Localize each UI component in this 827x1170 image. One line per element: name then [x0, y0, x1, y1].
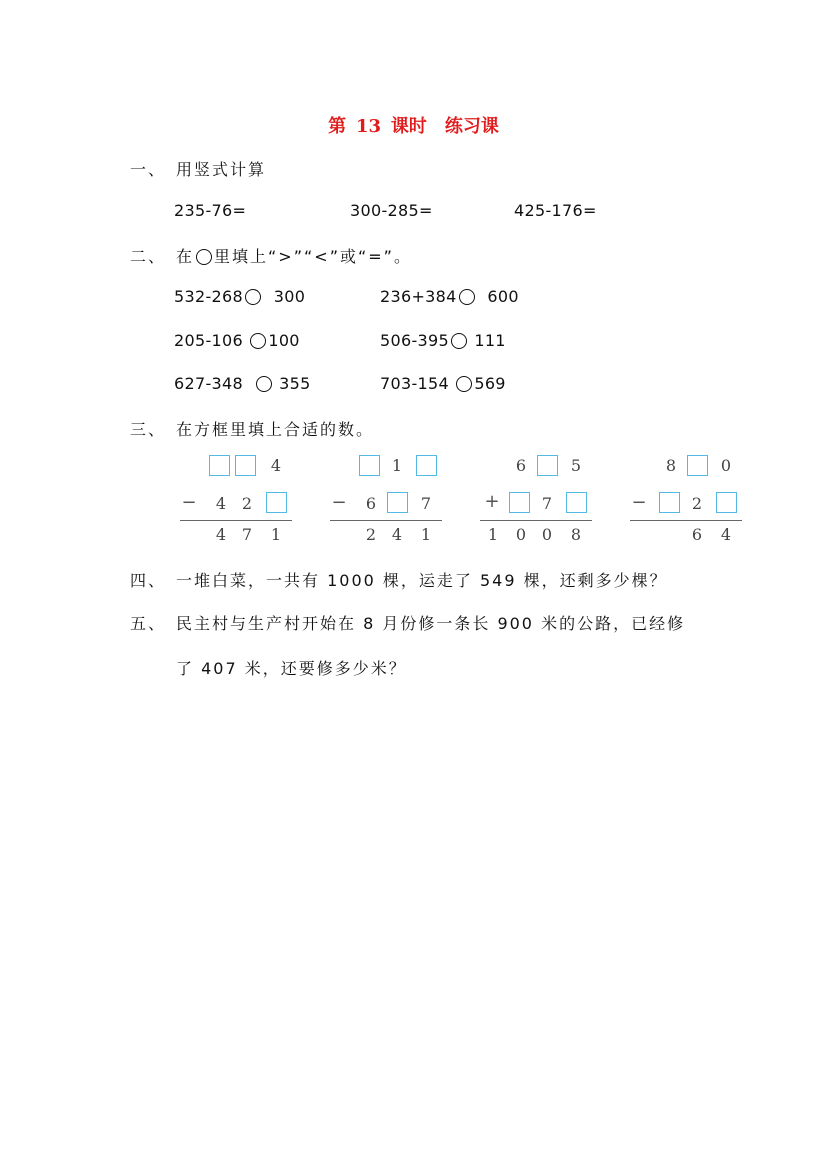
answer-circle[interactable]: [256, 376, 272, 392]
digit: 7: [420, 494, 432, 513]
sum-line: [630, 520, 742, 521]
compare-value: 600: [487, 287, 519, 306]
blank-box[interactable]: [716, 492, 737, 513]
operator: −: [631, 492, 647, 513]
compare-expr: 236+384: [380, 287, 457, 306]
calc-problem-2: 300-285=: [350, 201, 433, 220]
section-3-instruction: 在方框里填上合适的数。: [176, 420, 375, 439]
digit: 0: [541, 525, 553, 544]
section-1-instruction: 用竖式计算: [176, 160, 267, 179]
section-1-number: 一、: [130, 160, 167, 179]
digit: 0: [515, 525, 527, 544]
digit: 6: [515, 456, 527, 475]
compare-row-3-right: [380, 374, 506, 393]
compare-value: 300: [273, 287, 306, 306]
answer-circle[interactable]: [451, 333, 467, 349]
digit: 1: [270, 525, 282, 544]
digit: 8: [570, 525, 582, 544]
sum-line: [480, 520, 592, 521]
section-2-instruction: [176, 244, 412, 267]
vertical-problem-1: [172, 453, 292, 543]
digit: 5: [570, 456, 582, 475]
section-2-post: 里填上“>”“<”或“=”。: [214, 247, 412, 266]
digit: 2: [241, 494, 253, 513]
word-problem-2-line-1: 民主村与生产村开始在 8 月份修一条长 900 米的公路，已经修: [176, 614, 686, 633]
digit: 0: [720, 456, 732, 475]
section-4-number: 四、: [130, 571, 167, 590]
digit: 2: [365, 525, 377, 544]
digit: 7: [541, 494, 553, 513]
calc-problem-1: 235-76=: [174, 201, 247, 220]
blank-box[interactable]: [359, 455, 380, 476]
digit: 1: [420, 525, 432, 544]
digit: 6: [365, 494, 377, 513]
lesson-title: 第 13 课时 练习课: [328, 116, 499, 137]
digit: 1: [391, 456, 403, 475]
blank-box[interactable]: [266, 492, 287, 513]
answer-circle[interactable]: [245, 289, 261, 305]
operator: −: [331, 492, 347, 513]
digit: 4: [720, 525, 732, 544]
word-problem-2-line-2: 了 407 米，还要修多少米？: [176, 659, 407, 678]
vertical-problem-4: [622, 453, 742, 543]
blank-box[interactable]: [416, 455, 437, 476]
compare-row-2-left: [174, 331, 300, 350]
compare-expr: 703-154: [380, 374, 449, 393]
section-5-number: 五、: [130, 614, 167, 633]
answer-circle[interactable]: [250, 333, 266, 349]
answer-circle[interactable]: [459, 289, 475, 305]
digit: 7: [241, 525, 253, 544]
sum-line: [180, 520, 292, 521]
vertical-problem-3: [472, 453, 592, 543]
operator: +: [484, 491, 500, 512]
compare-expr: 532-268: [174, 287, 243, 306]
compare-value: 111: [474, 331, 506, 350]
blank-box[interactable]: [235, 455, 256, 476]
sum-line: [330, 520, 442, 521]
section-2-number: 二、: [130, 247, 167, 266]
blank-box[interactable]: [537, 455, 558, 476]
compare-expr: 205-106: [174, 331, 243, 350]
blank-box[interactable]: [687, 455, 708, 476]
compare-value: 100: [268, 331, 300, 350]
digit: 2: [691, 494, 703, 513]
vertical-problem-2: [322, 453, 442, 543]
digit: 6: [691, 525, 703, 544]
compare-row-2-right: [380, 331, 506, 350]
digit: 4: [391, 525, 403, 544]
section-3-number: 三、: [130, 420, 167, 439]
blank-box[interactable]: [209, 455, 230, 476]
section-2-pre: 在: [176, 247, 195, 266]
calc-problem-3: 425-176=: [514, 201, 597, 220]
blank-box[interactable]: [659, 492, 680, 513]
blank-box[interactable]: [509, 492, 530, 513]
compare-value: 569: [474, 374, 506, 393]
compare-expr: 627-348: [174, 374, 243, 393]
digit: 4: [270, 456, 282, 475]
digit: 4: [215, 525, 227, 544]
compare-row-1-left: [174, 287, 305, 306]
compare-circle-icon: [196, 249, 212, 265]
compare-expr: 506-395: [380, 331, 449, 350]
digit: 4: [215, 494, 227, 513]
compare-value: 355: [279, 374, 311, 393]
answer-circle[interactable]: [456, 376, 472, 392]
blank-box[interactable]: [387, 492, 408, 513]
operator: −: [181, 492, 197, 513]
compare-row-1-right: [380, 287, 519, 306]
blank-box[interactable]: [566, 492, 587, 513]
digit: 1: [487, 525, 499, 544]
compare-row-3-left: [174, 374, 311, 393]
word-problem-1: 一堆白菜，一共有 1000 棵，运走了 549 棵，还剩多少棵？: [176, 571, 668, 590]
digit: 8: [665, 456, 677, 475]
